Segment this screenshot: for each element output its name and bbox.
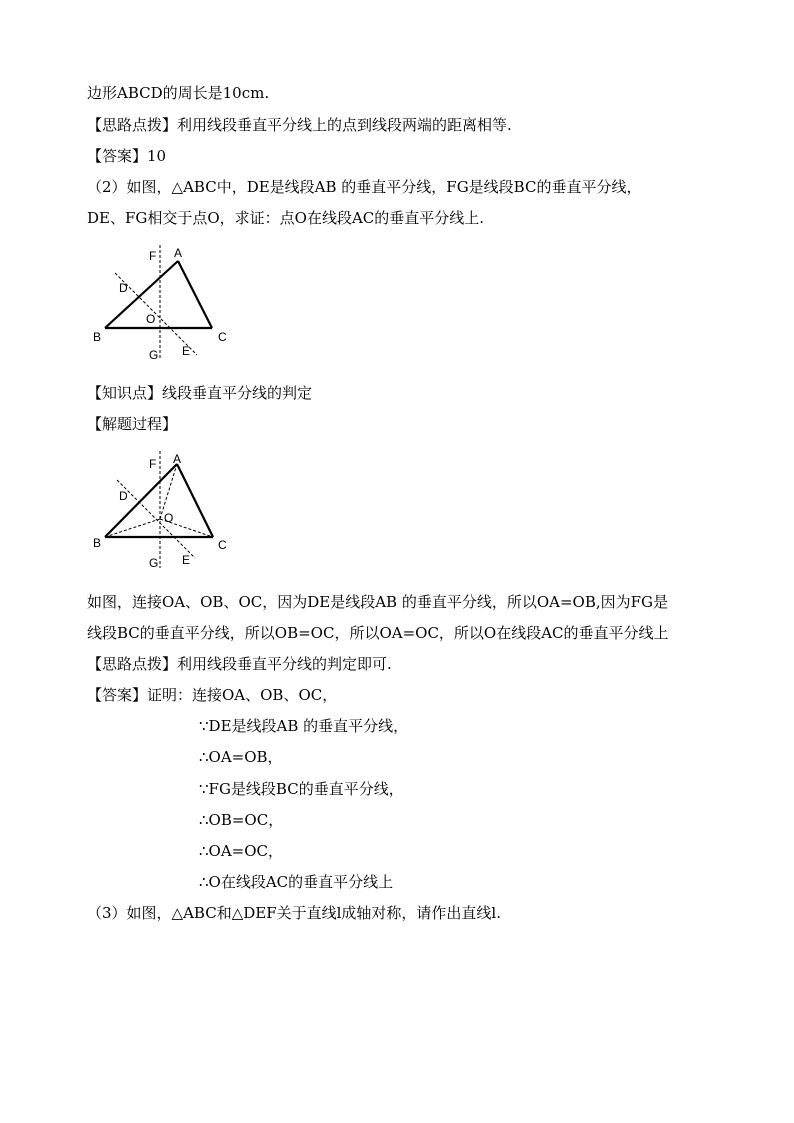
- segment-AC: [177, 464, 213, 537]
- label-C: C: [218, 538, 227, 552]
- label-B: B: [93, 330, 102, 344]
- triangle-figure-2: [85, 446, 235, 571]
- label-F: F: [149, 249, 157, 263]
- question-2-line-1: （2）如图，△ABC中，DE是线段AB 的垂直平分线，FG是线段BC的垂直平分线，: [87, 178, 642, 196]
- hint-line-1: 【思路点拨】利用线段垂直平分线上的点到线段两端的距离相等.: [87, 116, 512, 134]
- label-F: F: [149, 457, 157, 471]
- knowledge-point: 【知识点】线段垂直平分线的判定: [87, 384, 313, 402]
- proof-step-1: ∵DE是线段AB 的垂直平分线，: [199, 717, 409, 735]
- proof-step-5: ∴OA=OC，: [199, 842, 284, 860]
- solution-heading: 【解题过程】: [87, 415, 178, 433]
- triangle-figure-1: [85, 240, 235, 365]
- label-E: E: [182, 344, 191, 358]
- proof-step-6: ∴O在线段AC的垂直平分线上: [199, 873, 394, 891]
- label-G: G: [149, 348, 159, 362]
- segment-AC: [178, 261, 212, 328]
- line-DE: [117, 480, 195, 558]
- answer-line-2: 【答案】证明：连接OA、OB、OC，: [87, 686, 338, 704]
- segment-BA: [105, 261, 178, 328]
- label-O: O: [164, 511, 174, 525]
- label-E: E: [182, 553, 191, 567]
- text-line-1: 边形ABCD的周长是10cm.: [87, 84, 270, 102]
- label-C: C: [218, 330, 227, 344]
- segment-BA: [105, 464, 177, 537]
- label-A: A: [174, 246, 183, 260]
- label-A: A: [173, 452, 182, 466]
- hint-line-2: 【思路点拨】利用线段垂直平分线的判定即可.: [87, 655, 392, 673]
- proof-step-3: ∵FG是线段BC的垂直平分线，: [199, 780, 404, 798]
- label-D: D: [119, 489, 128, 503]
- question-2-line-2: DE、FG相交于点O，求证：点O在线段AC的垂直平分线上.: [87, 209, 485, 227]
- question-3-line: （3）如图，△ABC和△DEF关于直线l成轴对称，请作出直线l.: [87, 904, 501, 922]
- label-G: G: [149, 556, 159, 570]
- label-D: D: [119, 281, 128, 295]
- solution-line-2: 线段BC的垂直平分线，所以OB=OC，所以OA=OC，所以O在线段AC的垂直平分线上: [87, 624, 669, 642]
- answer-line-1: 【答案】10: [87, 147, 167, 165]
- solution-line-1: 如图，连接OA、OB、OC，因为DE是线段AB 的垂直平分线，所以OA=OB,因为FG是: [87, 593, 669, 611]
- proof-step-2: ∴OA=OB，: [199, 748, 283, 766]
- label-B: B: [93, 536, 102, 550]
- label-O: O: [146, 312, 156, 326]
- proof-step-4: ∴OB=OC，: [199, 811, 284, 829]
